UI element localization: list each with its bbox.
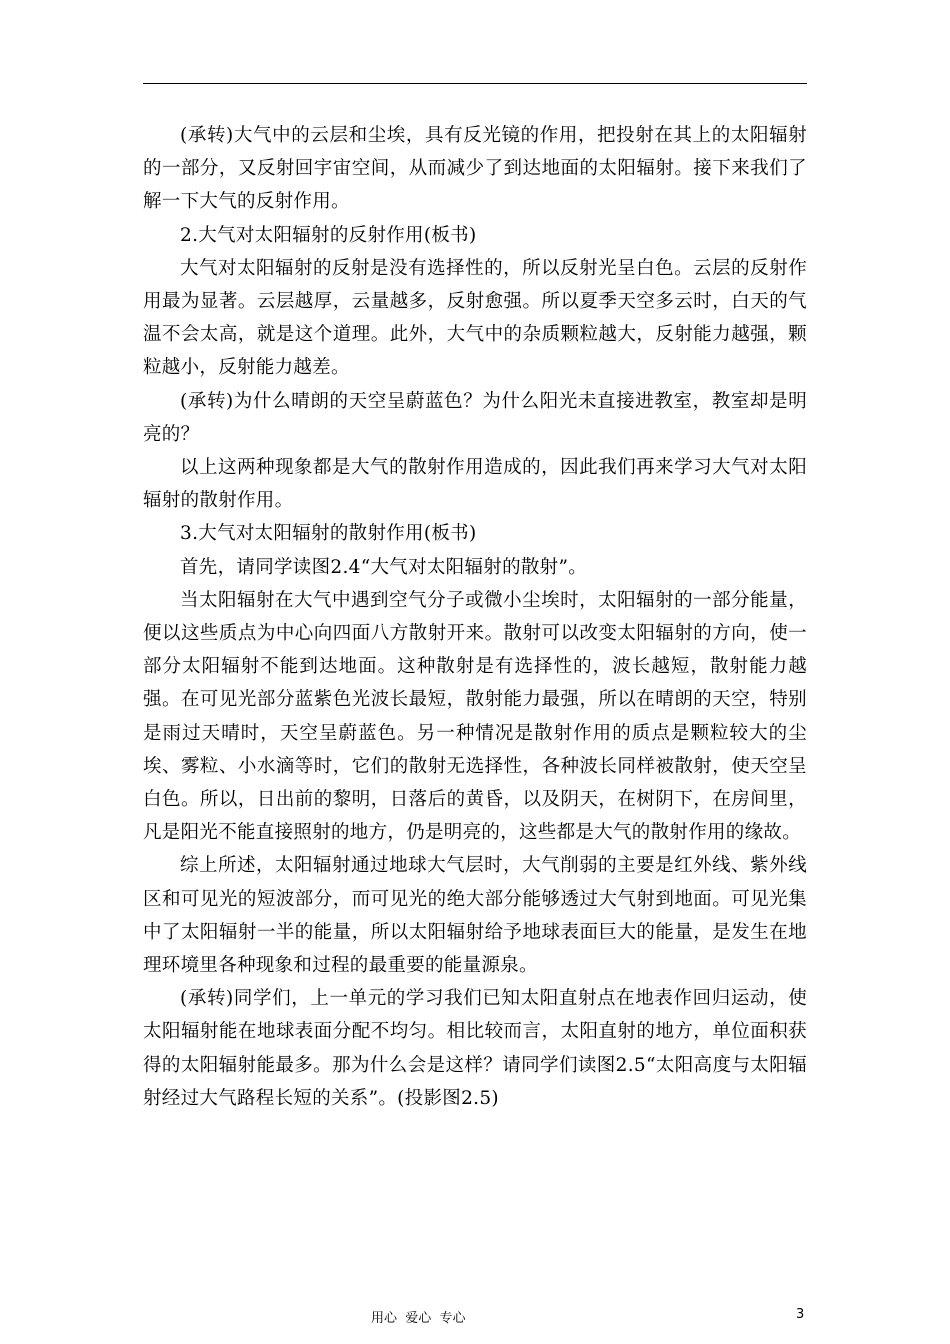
paragraph-transition-reflection: (承转)大气中的云层和尘埃，具有反光镜的作用，把投射在其上的太阳辐射的一部分，又反射回宇宙空间，从而减少了到达地面的太阳辐射。接下来我们了解一下大气的反射作用。 — [143, 125, 807, 213]
paragraph-transition-sky-color: (承转)为什么晴朗的天空呈蔚蓝色？为什么阳光未直接进教室，教室却是明亮的？ — [143, 390, 807, 445]
document-body — [143, 119, 807, 1115]
section-heading-reflection: 2.大气对太阳辐射的反射作用(板书) — [180, 224, 477, 246]
paragraph-scattering: 当太阳辐射在大气中遇到空气分子或微小尘埃时，太阳辐射的一部分能量，便以这些质点为中心向四面八方散射开来。散射可以改变太阳辐射的方向，使一部分太阳辐射不能到达地面。这种散射是有选择性的，波长越短，散射能力越强。在可见光部分蓝紫色光波长最短，散射能力最强，所以在晴朗的天空，特别是雨过天晴时，天空呈蔚蓝色。另一种情况是散射作用的质点是颗粒较大的尘埃、雾粒、小水滴等时，它们的散射无选择性，各种波长同样被散射，使天空呈白色。所以，日出前的黎明，日落后的黄昏，以及阴天，在树阴下，在房间里，凡是阳光不能直接照射的地方，仍是明亮的，这些都是大气的散射作用的缘故。 — [143, 589, 807, 844]
paragraph-summary: 综上所述，太阳辐射通过地球大气层时，大气削弱的主要是红外线、紫外线区和可见光的短波部分，而可见光的绝大部分能够透过大气射到地面。可见光集中了太阳辐射一半的能量，所以太阳辐射给予地球表面巨大的能量，是发生在地理环境里各种现象和过程的最重要的能量源泉。 — [143, 855, 807, 977]
paragraph-transition-solar-altitude: (承转)同学们，上一单元的学习我们已知太阳直射点在地表作回归运动，使太阳辐射能在地球表面分配不均匀。相比较而言，太阳直射的地方，单位面积获得的太阳辐射能最多。那为什么会是这样？请同学们读图2.5“太阳高度与太阳辐射经过大气路程长短的关系”。(投影图2.5) — [143, 988, 807, 1109]
footer-motto: 用心 爱心 专心 — [371, 1311, 466, 1326]
paragraph-reflection: 大气对太阳辐射的反射是没有选择性的，所以反射光呈白色。云层的反射作用最为显著。云层越厚，云量越多，反射愈强。所以夏季天空多云时，白天的气温不会太高，就是这个道理。此外，大气中的杂质颗粒越大，反射能力越强，颗粒越小，反射能力越差。 — [143, 257, 807, 379]
paragraph-read-figure-2-4: 首先，请同学读图2.4“大气对太阳辐射的散射”。 — [180, 556, 588, 578]
header-rule — [143, 83, 807, 84]
paragraph-scattering-intro: 以上这两种现象都是大气的散射作用造成的，因此我们再来学习大气对太阳辐射的散射作用。 — [143, 457, 807, 512]
section-heading-scattering: 3.大气对太阳辐射的散射作用(板书) — [180, 523, 477, 545]
page-number: 3 — [796, 1307, 805, 1322]
